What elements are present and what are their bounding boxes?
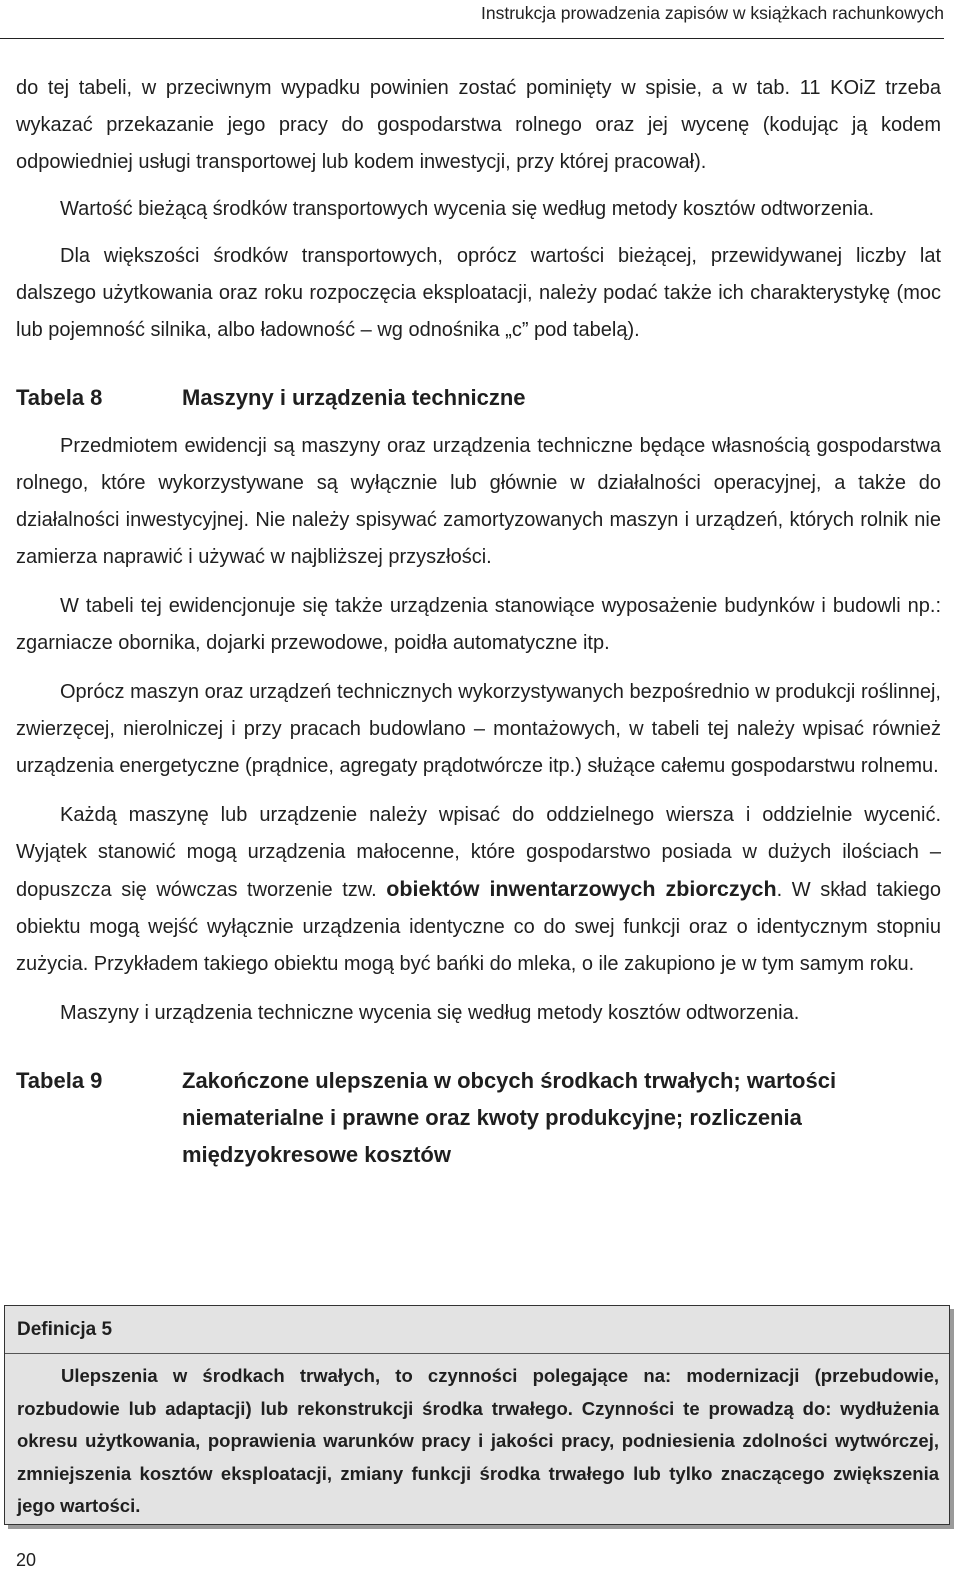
paragraph-valuation: Wartość bieżącą środków transportowych wycenia się według metody kosztów odtworzenia.: [60, 198, 875, 220]
term-inventory-objects: obiektów inwentarzowych zbiorczych: [386, 877, 777, 901]
table9-title: Zakończone ulepszenia w obcych środkach trwałych; wartości niematerialne i prawne oraz kwoty produkcyjne; rozliczenia międzyokresowe kosztów: [182, 1068, 837, 1167]
main-content: [16, 70, 941, 1185]
table8-paragraph-3: Oprócz maszyn oraz urządzeń technicznych wykorzystywanych bezpośrednio w produkcji roślinnej, zwierzęcej, nierolniczej i przy pracach budowlano – montażowych, w tabeli tej należy wpisać również urządzenia energetyczne (prądnice, agregaty prądotwórcze itp.) służące całemu gospodarstwu rolnemu.: [16, 681, 941, 777]
definition-title: Definicja 5: [17, 1319, 113, 1340]
paragraph-continuation: do tej tabeli, w przeciwnym wypadku powinien zostać pominięty w spisie, a w tab. 11 KOiZ trzeba wykazać przekazanie jego pracy do gospodarstwa rolnego oraz jej wycenę (kodując ją kodem odpowiedniej usługi transportowej lub kodem inwestycji, przy której pracował).: [16, 77, 941, 173]
paragraph-transport-characteristics: Dla większości środków transportowych, oprócz wartości bieżącej, przewidywanej liczby lat dalszego użytkowania oraz roku rozpoczęcia eksploatacji, należy podać także ich charakterystykę (moc lub pojemność silnika, albo ładowność – wg odnośnika „c” pod tabelą).: [16, 245, 941, 341]
page-number: 20: [16, 1550, 37, 1570]
table8-paragraph-4: [16, 797, 941, 983]
header-title: Instrukcja prowadzenia zapisów w książkach rachunkowych: [481, 3, 944, 23]
definition-box: [4, 1305, 950, 1525]
table9-heading: [16, 1062, 941, 1173]
table9-number: Tabela 9: [16, 1068, 103, 1093]
table8-number: Tabela 8: [16, 385, 103, 410]
table8-paragraph-5: Maszyny i urządzenia techniczne wycenia się według metody kosztów odtworzenia.: [60, 1002, 800, 1024]
definition-text: Ulepszenia w środkach trwałych, to czynności polegające na: modernizacji (przebudowie, rozbudowie lub adaptacji) lub rekonstrukcji środka trwałego. Czynności te prowadzą do: wydłużenia okresu użytkowania, poprawienia warunków pracy i jakości pracy, podniesienia zdolności wytwórczej, zmniejszenia kosztów eksploatacji, zmiany funkcji środka trwałego lub tylko znaczącego zwiększenia jego wartości.: [17, 1365, 939, 1516]
table8-p4-text-2: . W skład takiego obiektu mogą wejść wyłącznie urządzenia identyczne co do swej funkcji oraz o identycznym stopniu zużycia. Przykładem takiego obiektu mogą być bańki do mleka, o ile zakupiono je w tym samym roku.: [16, 879, 941, 975]
table8-heading: [16, 379, 941, 416]
table8-paragraph-1: Przedmiotem ewidencji są maszyny oraz urządzenia techniczne będące własnością gospodarstwa rolnego, które wykorzystywane są wyłącznie lub głównie w działalności operacyjnej, a także do działalności inwestycyjnej. Nie należy spisywać zamortyzowanych maszyn i urządzeń, których rolnik nie zamierza naprawić i używać w najbliższej przyszłości.: [16, 435, 941, 568]
page-header: [0, 0, 944, 39]
definition-divider: [5, 1353, 949, 1354]
table8-paragraph-2: W tabeli tej ewidencjonuje się także urządzenia stanowiące wyposażenie budynków i budowli np.: zgarniacze obornika, dojarki przewodowe, poidła automatyczne itp.: [16, 595, 941, 654]
table8-p4-text-1: Każdą maszynę lub urządzenie należy wpisać do oddzielnego wiersza i oddzielnie wycenić. Wyjątek stanowić mogą urządzenia małocenne, które gospodarstwo posiada w dużych ilościach – dopuszcza się wówczas tworzenie tzw.: [16, 804, 941, 901]
table8-title: Maszyny i urządzenia techniczne: [182, 385, 526, 410]
